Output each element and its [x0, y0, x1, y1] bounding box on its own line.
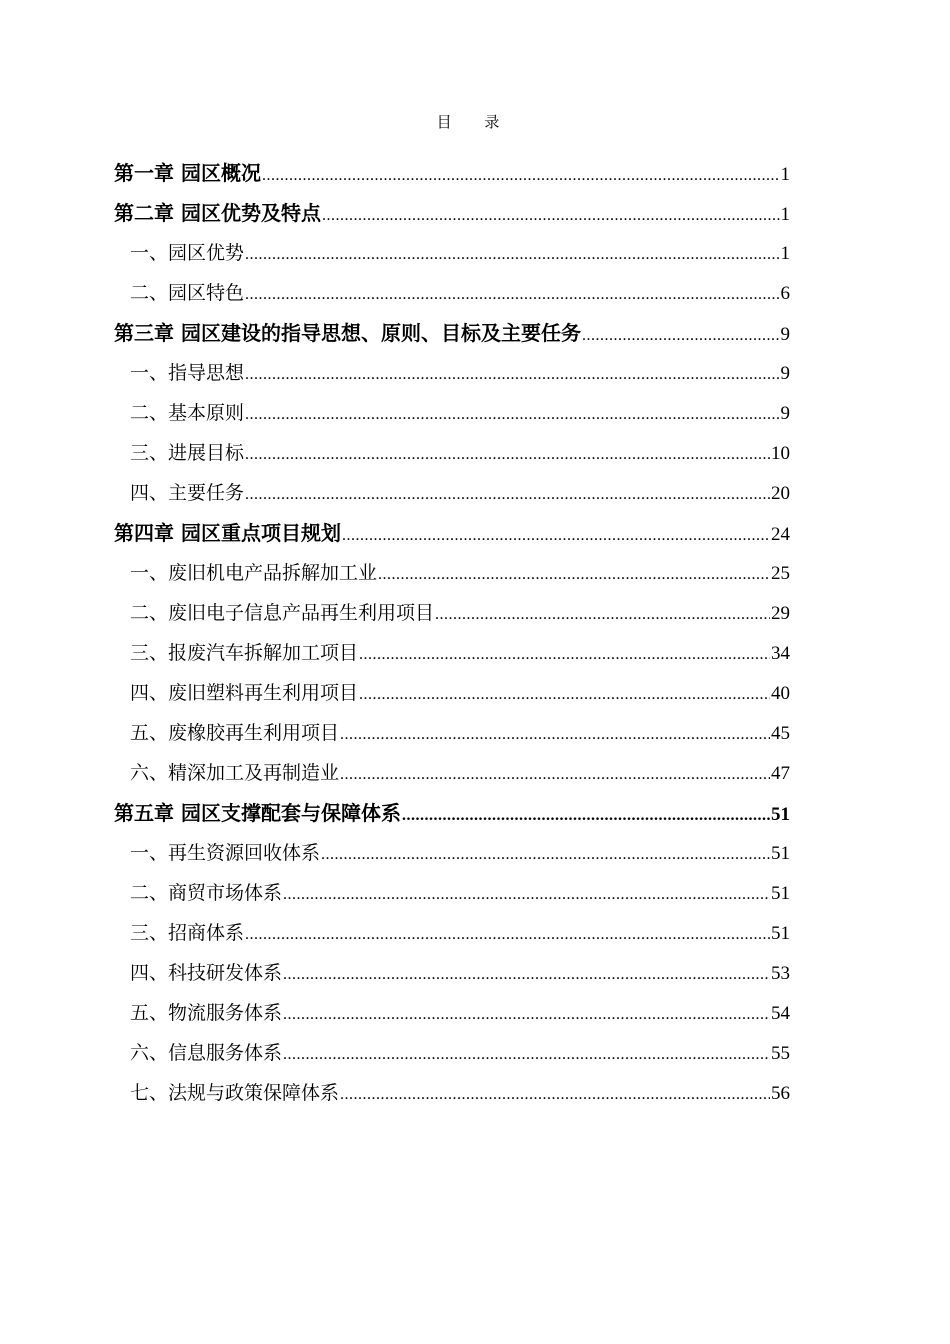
toc-page-number: 25 [771, 563, 790, 584]
toc-chapter-entry[interactable] [114, 793, 790, 833]
toc-section-entry[interactable] [114, 1033, 790, 1073]
toc-entry-label: 五、物流服务体系 [130, 1002, 283, 1024]
toc-leader-dots [245, 275, 779, 315]
toc-page-number: 10 [771, 443, 790, 464]
toc-page-number: 9 [780, 324, 790, 345]
toc-entry-label: 二、园区特色 [130, 282, 245, 304]
toc-entry-label: 五、废橡胶再生利用项目 [130, 722, 340, 744]
toc-leader-dots [245, 355, 779, 395]
toc-page-number: 51 [771, 804, 790, 825]
toc-leader-dots [340, 755, 770, 795]
toc-leader-dots [245, 395, 779, 435]
toc-page-number: 45 [771, 723, 790, 744]
toc-page-number: 53 [771, 963, 790, 984]
toc-leader-dots [245, 915, 770, 955]
toc-entry-label: 第三章 园区建设的指导思想、原则、目标及主要任务 [114, 321, 581, 345]
toc-section-entry[interactable] [114, 1073, 790, 1113]
toc-section-entry[interactable] [114, 713, 790, 753]
toc-entry-label: 六、精深加工及再制造业 [130, 762, 340, 784]
page-title: 目 录 [436, 113, 514, 131]
toc-section-entry[interactable] [114, 673, 790, 713]
toc-section-entry[interactable] [114, 233, 790, 273]
toc-leader-dots [342, 516, 770, 556]
toc-section-entry[interactable] [114, 353, 790, 393]
toc-entry-label: 第五章 园区支撑配套与保障体系 [114, 801, 401, 825]
toc-leader-dots [262, 156, 780, 196]
toc-page-number: 1 [780, 204, 790, 225]
table-of-contents [114, 153, 790, 1113]
toc-page-number: 51 [771, 883, 790, 904]
toc-section-entry[interactable] [114, 753, 790, 793]
toc-section-entry[interactable] [114, 593, 790, 633]
toc-entry-label: 一、指导思想 [130, 362, 245, 384]
toc-entry-label: 六、信息服务体系 [130, 1042, 283, 1064]
toc-section-entry[interactable] [114, 953, 790, 993]
toc-leader-dots [340, 1075, 770, 1115]
toc-chapter-entry[interactable] [114, 153, 790, 193]
toc-section-entry[interactable] [114, 993, 790, 1033]
toc-leader-dots [245, 235, 779, 275]
toc-entry-label: 七、法规与政策保障体系 [130, 1082, 340, 1104]
toc-page-number: 51 [771, 843, 790, 864]
toc-chapter-entry[interactable] [114, 313, 790, 353]
toc-entry-label: 一、废旧机电产品拆解加工业 [130, 562, 378, 584]
toc-leader-dots [359, 675, 770, 715]
toc-section-entry[interactable] [114, 913, 790, 953]
toc-leader-dots [322, 196, 780, 236]
toc-entry-label: 四、科技研发体系 [130, 962, 283, 984]
toc-entry-label: 二、废旧电子信息产品再生利用项目 [130, 602, 435, 624]
toc-page-number: 34 [771, 643, 790, 664]
toc-entry-label: 四、主要任务 [130, 482, 245, 504]
toc-entry-label: 三、招商体系 [130, 922, 245, 944]
toc-page-number: 54 [771, 1003, 790, 1024]
toc-section-entry[interactable] [114, 873, 790, 913]
toc-entry-label: 三、报废汽车拆解加工项目 [130, 642, 359, 664]
toc-page-number: 55 [771, 1043, 790, 1064]
toc-leader-dots [245, 435, 770, 475]
toc-page-number: 20 [771, 483, 790, 504]
toc-entry-label: 三、进展目标 [130, 442, 245, 464]
toc-page-number: 6 [780, 283, 790, 304]
toc-section-entry[interactable] [114, 393, 790, 433]
toc-page-number: 9 [780, 403, 790, 424]
toc-section-entry[interactable] [114, 473, 790, 513]
toc-entry-label: 第一章 园区概况 [114, 161, 261, 185]
toc-leader-dots [321, 835, 770, 875]
toc-chapter-entry[interactable] [114, 193, 790, 233]
toc-page-number: 29 [771, 603, 790, 624]
toc-section-entry[interactable] [114, 553, 790, 593]
toc-leader-dots [283, 1035, 770, 1075]
toc-page-number: 1 [780, 164, 790, 185]
toc-leader-dots [359, 635, 770, 675]
toc-section-entry[interactable] [114, 433, 790, 473]
toc-entry-label: 二、基本原则 [130, 402, 245, 424]
toc-page-number: 47 [771, 763, 790, 784]
toc-leader-dots [582, 316, 780, 356]
toc-leader-dots [283, 955, 770, 995]
toc-entry-label: 一、园区优势 [130, 242, 245, 264]
toc-leader-dots [283, 875, 770, 915]
toc-leader-dots [402, 796, 770, 836]
toc-leader-dots [378, 555, 770, 595]
toc-entry-label: 第二章 园区优势及特点 [114, 201, 321, 225]
toc-section-entry[interactable] [114, 273, 790, 313]
toc-leader-dots [435, 595, 770, 635]
toc-entry-label: 第四章 园区重点项目规划 [114, 521, 341, 545]
toc-page-number: 40 [771, 683, 790, 704]
toc-page-number: 24 [771, 524, 790, 545]
toc-page-number: 51 [771, 923, 790, 944]
toc-entry-label: 四、废旧塑料再生利用项目 [130, 682, 359, 704]
toc-leader-dots [283, 995, 770, 1035]
toc-entry-label: 一、再生资源回收体系 [130, 842, 321, 864]
toc-page-number: 1 [780, 243, 790, 264]
toc-leader-dots [245, 475, 770, 515]
toc-section-entry[interactable] [114, 633, 790, 673]
toc-chapter-entry[interactable] [114, 513, 790, 553]
toc-entry-label: 二、商贸市场体系 [130, 882, 283, 904]
toc-page-number: 9 [780, 363, 790, 384]
toc-page-number: 56 [771, 1083, 790, 1104]
toc-leader-dots [340, 715, 770, 755]
toc-section-entry[interactable] [114, 833, 790, 873]
